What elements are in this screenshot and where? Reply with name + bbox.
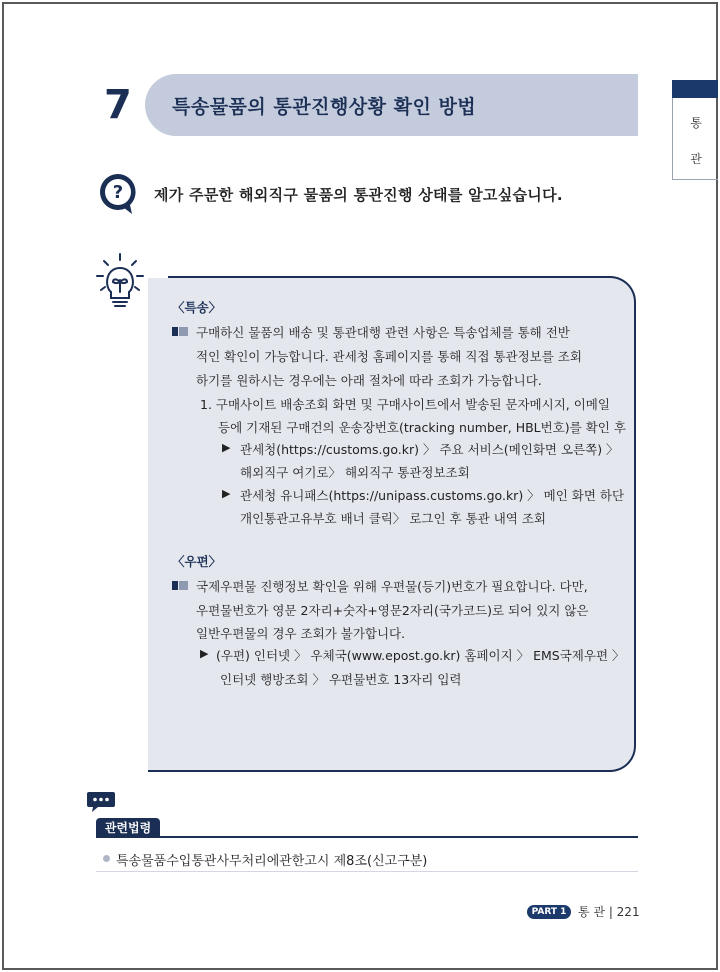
arrow-right-icon: ▶: [200, 647, 209, 660]
post-para-line: 일반우편물의 경우 조회가 불가합니다.: [196, 626, 406, 641]
question-icon: [98, 172, 138, 216]
express-step-line: 등에 기재된 구매건의 운송장번호(tracking number, HBL번호)를 확인 후: [218, 420, 626, 435]
section-title: 특송물품의 통관진행상황 확인 방법: [172, 96, 477, 118]
express-heading: 〈특송〉: [172, 300, 222, 315]
express-route2-line: 관세청 유니패스(https://unipass.customs.go.kr) 〉 메인 화면 하단: [240, 488, 625, 503]
related-law-divider: [96, 836, 638, 838]
post-para-line: 국제우편물 진행정보 확인을 위해 우편물(등기)번호가 필요합니다. 다만,: [196, 579, 588, 594]
related-law-item: 특송물품수입통관사무처리에관한고시 제8조(신고구분): [116, 854, 428, 869]
express-para-line: 구매하신 물품의 배송 및 통관대행 관련 사항은 특송업체를 통해 전반: [196, 325, 570, 340]
post-para-line: 우편물번호가 영문 2자리+숫자+영문2자리(국가코드)로 되어 있지 않은: [196, 603, 589, 618]
express-route1-line: 관세청(https://customs.go.kr) 〉 주요 서비스(메인화면 오른쪽) 〉: [240, 442, 619, 457]
post-heading: 〈우편〉: [172, 554, 222, 569]
express-route2-line: 개인통관고유부호 배너 클릭〉 로그인 후 통관 내역 조회: [240, 511, 546, 526]
svg-text:?: ?: [112, 182, 124, 203]
section-number: 7: [104, 82, 132, 128]
bullet-icon: [172, 581, 188, 590]
chapter-tab-char: 관: [690, 152, 702, 166]
chapter-tab-char: 통: [690, 116, 702, 130]
related-law-bottom-divider: [96, 871, 638, 872]
question-text: 제가 주문한 해외직구 물품의 통관진행 상태를 알고싶습니다.: [154, 186, 563, 204]
bullet-icon: [172, 327, 188, 336]
express-step-line: 1. 구매사이트 배송조회 화면 및 구매사이트에서 발송된 문자메시지, 이메일: [200, 397, 610, 412]
express-route1-line: 해외직구 여기로〉 해외직구 통관정보조회: [240, 465, 470, 480]
chapter-tab: [672, 98, 718, 180]
post-route-line: 인터넷 행방조회 〉 우편물번호 13자리 입력: [220, 672, 462, 687]
arrow-right-icon: ▶: [222, 441, 231, 454]
bullet-dot-icon: [103, 855, 110, 862]
chapter-tab-bar: [672, 80, 718, 98]
arrow-right-icon: ▶: [222, 487, 231, 500]
chat-icon: [86, 790, 116, 814]
express-para-line: 하기를 원하시는 경우에는 아래 절차에 따라 조회가 가능합니다.: [196, 373, 542, 388]
part-badge: PART 1: [527, 905, 571, 919]
related-law-label: 관련법령: [96, 818, 160, 838]
page-footer: 통 관 | 221: [578, 905, 640, 919]
post-route-line: (우편) 인터넷 〉 우체국(www.epost.go.kr) 홈페이지 〉 EMS국제우편 〉: [216, 648, 625, 663]
lightbulb-icon: [94, 252, 146, 312]
express-para-line: 적인 확인이 가능합니다. 관세청 홈페이지를 통해 직접 통관정보를 조회: [196, 349, 582, 364]
